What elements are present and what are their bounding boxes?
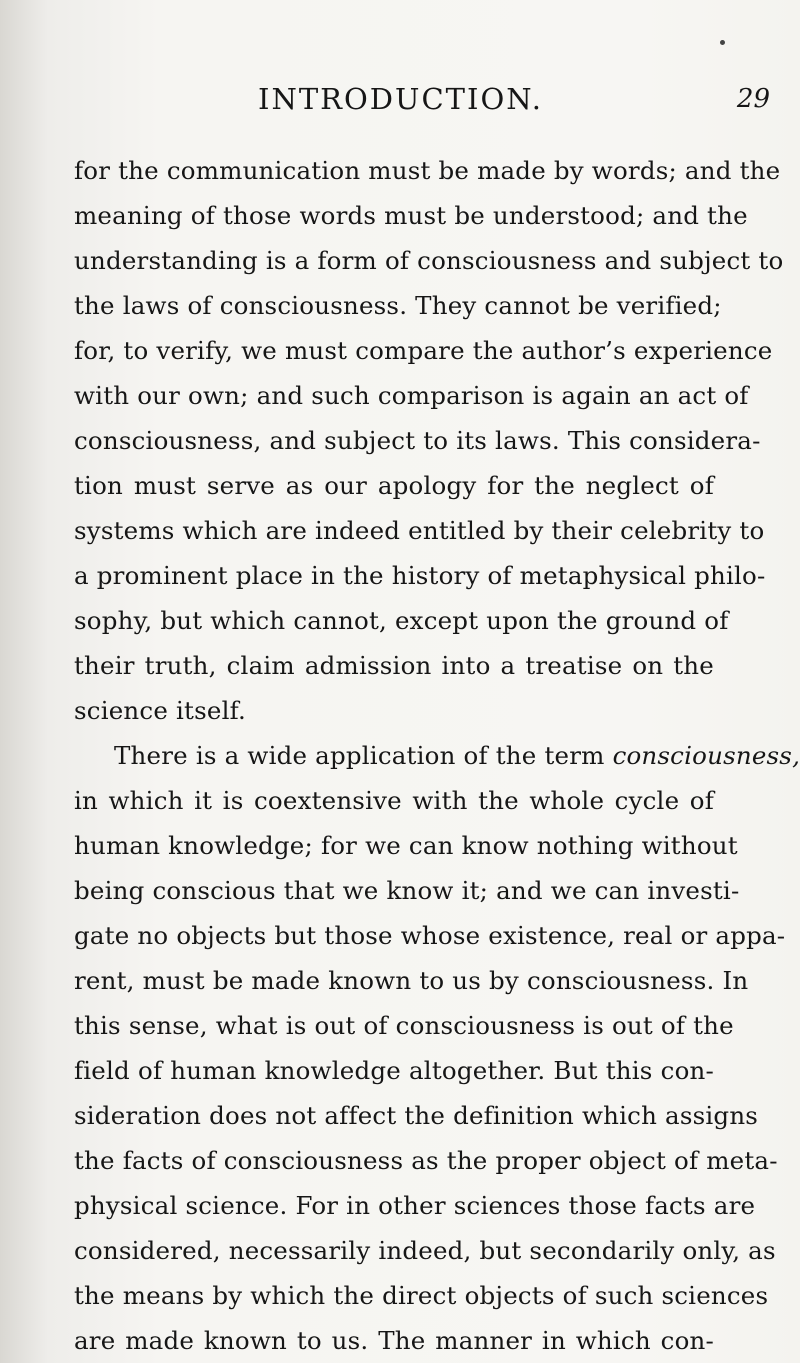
text-line: this sense, what is out of consciousness is out of the: [74, 1011, 734, 1040]
text-line: the facts of consciousness as the proper object of meta-: [74, 1146, 778, 1175]
text-line: field of human knowledge altogether. But this con-: [74, 1056, 714, 1085]
text-line: sophy, but which cannot, except upon the ground of: [74, 606, 729, 635]
text-line: meaning of those words must be understood; and the: [74, 201, 748, 230]
text-line: understanding is a form of consciousness and subject to: [74, 246, 784, 275]
page-number: 29: [736, 84, 770, 114]
text-line: the laws of consciousness. They cannot be verified;: [74, 291, 722, 320]
page-header: [0, 82, 800, 122]
text-line: in which it is coextensive with the whole cycle of: [74, 786, 714, 815]
text-line: human knowledge; for we can know nothing without: [74, 831, 738, 860]
running-title: INTRODUCTION.: [258, 82, 543, 116]
text-line: for, to verify, we must compare the author’s experience: [74, 336, 773, 365]
italic-term: consciousness,: [612, 741, 800, 770]
text-line: being conscious that we know it; and we can investi-: [74, 876, 740, 905]
text-line: for the communication must be made by words; and the: [74, 156, 781, 185]
paragraph-2: [74, 733, 800, 1363]
text-line: rent, must be made known to us by consciousness. In: [74, 966, 749, 995]
text-line: gate no objects but those whose existence, real or appa-: [74, 921, 786, 950]
text-line: the means by which the direct objects of such sciences: [74, 1281, 769, 1310]
body-text: [74, 148, 800, 1363]
text-run: There is a wide application of the term: [114, 741, 613, 770]
paragraph-1: [74, 148, 784, 733]
ink-speck: [720, 40, 725, 45]
text-line: consciousness, and subject to its laws. This considera-: [74, 426, 761, 455]
text-line: tion must serve as our apology for the neglect of: [74, 471, 714, 500]
text-line-first: [74, 733, 800, 778]
text-line: physical science. For in other sciences those facts are: [74, 1191, 756, 1220]
text-line: with our own; and such comparison is again an act of: [74, 381, 749, 410]
text-line: a prominent place in the history of metaphysical philo-: [74, 561, 766, 590]
text-line: their truth, claim admission into a treatise on the: [74, 651, 714, 680]
text-line: sideration does not affect the definition which assigns: [74, 1101, 759, 1130]
text-line: are made known to us. The manner in which con-: [74, 1326, 714, 1355]
text-line: science itself.: [74, 696, 246, 725]
text-line: systems which are indeed entitled by their celebrity to: [74, 516, 765, 545]
text-line: considered, necessarily indeed, but secondarily only, as: [74, 1236, 776, 1265]
